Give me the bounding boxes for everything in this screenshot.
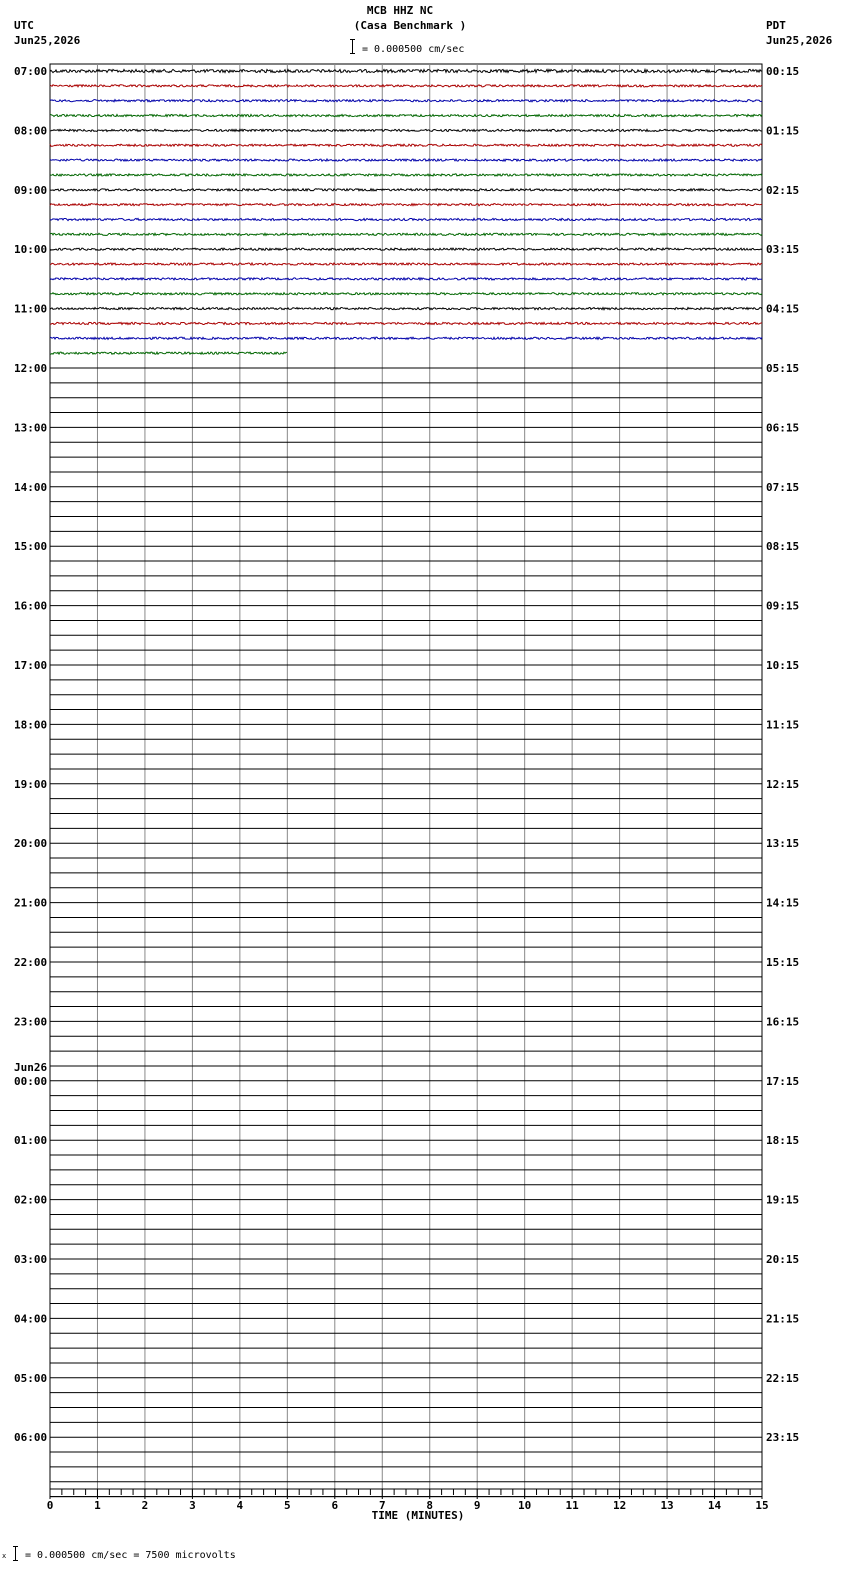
trace-line [50,189,762,191]
utc-hour-label: 01:00 [14,1134,48,1148]
utc-hour-label: 15:00 [14,540,48,554]
utc-hour-label: 19:00 [14,777,48,791]
utc-hour-label: 17:00 [14,659,48,672]
utc-hour-label: 11:00 [14,302,48,316]
trace-line [50,278,762,280]
trace-line [50,159,762,161]
left-date: Jun25,2026 [14,34,81,47]
pdt-hour-label: 09:15 [766,599,800,613]
pdt-hour-label: 18:15 [766,1134,800,1148]
x-tick-label: 9 [473,1499,481,1512]
trace-line [50,248,762,250]
pdt-hour-label: 02:15 [766,183,800,197]
utc-hour-label: 08:00 [14,124,48,138]
pdt-hour-label: 04:15 [766,302,800,316]
pdt-hour-label: 01:15 [766,124,800,138]
pdt-hour-label: 21:15 [766,1312,800,1326]
pdt-hour-label: 06:15 [766,421,800,435]
station-title: MCB HHZ NC [366,4,434,17]
pdt-hour-label: 23:15 [766,1431,800,1445]
trace-line [50,337,762,339]
pdt-hour-label: 08:15 [766,540,800,554]
x-tick-label: 6 [331,1499,339,1512]
x-tick-label: 0 [46,1499,54,1512]
pdt-hour-label: 03:15 [766,243,800,257]
x-tick-label: 2 [141,1499,149,1512]
trace-line [50,144,762,146]
footer-marker: x [2,1552,7,1560]
left-timezone: UTC [14,19,34,32]
utc-hour-label: 02:00 [14,1193,48,1207]
x-tick-label: 5 [284,1499,291,1512]
utc-hour-label: 22:00 [14,956,48,969]
trace-line [50,322,762,324]
utc-hour-label: 10:00 [14,243,48,257]
utc-hour-label: 13:00 [14,421,48,435]
pdt-hour-label: 20:15 [766,1253,800,1266]
pdt-hour-label: 22:15 [766,1371,800,1385]
trace-line [50,218,762,220]
trace-line [50,293,762,295]
scale-label: = 0.000500 cm/sec [362,44,465,55]
x-tick-label: 11 [565,1499,579,1512]
utc-hour-label: 07:00 [14,65,48,78]
pdt-hour-label: 13:15 [766,837,800,851]
x-tick-label: 1 [94,1499,101,1512]
utc-hour-label: 09:00 [14,183,48,197]
trace-line [50,85,762,87]
pdt-hour-label: 15:15 [766,956,800,969]
utc-hour-label: 12:00 [14,362,48,375]
utc-hour-label: 00:00 [14,1074,48,1088]
pdt-hour-label: 17:15 [766,1074,800,1088]
trace-line [50,204,762,206]
x-tick-label: 3 [189,1499,196,1512]
utc-hour-label: 05:00 [14,1371,48,1385]
pdt-hour-label: 11:15 [766,718,800,732]
trace-line [50,100,762,102]
pdt-hour-label: 10:15 [766,659,800,672]
trace-line [50,233,762,235]
utc-hour-label: 20:00 [14,837,48,851]
utc-hour-label: 14:00 [14,480,48,494]
x-tick-label: 15 [755,1499,769,1512]
pdt-hour-label: 00:15 [766,65,800,78]
footer-scale-bar-icon [15,1546,16,1561]
utc-hour-label: 03:00 [14,1253,48,1266]
utc-hour-label: 21:00 [14,896,48,910]
pdt-hour-label: 14:15 [766,896,800,910]
trace-line [50,352,287,354]
x-tick-label: 4 [236,1499,244,1512]
site-name: (Casa Benchmark ) [353,19,467,32]
pdt-hour-label: 07:15 [766,480,800,494]
right-date: Jun25,2026 [766,34,833,47]
utc-hour-label: 18:00 [14,718,48,732]
right-timezone: PDT [766,19,786,32]
trace-line [50,69,762,72]
trace-line [50,114,762,116]
utc-hour-label: 23:00 [14,1015,48,1029]
pdt-hour-label: 05:15 [766,362,800,375]
utc-date-label: Jun26 [14,1060,48,1074]
x-tick-label: 13 [660,1499,674,1512]
footer-scale-label: = 0.000500 cm/sec = 7500 microvolts [25,1550,236,1561]
trace-line [50,129,762,131]
x-tick-label: 8 [426,1499,434,1512]
trace-line [50,174,762,176]
utc-hour-label: 04:00 [14,1312,48,1326]
x-axis-label: TIME (MINUTES) [371,1509,465,1522]
trace-line [50,308,762,310]
trace-line [50,263,762,265]
x-tick-label: 7 [378,1499,386,1512]
x-tick-label: 14 [707,1499,722,1512]
pdt-hour-label: 16:15 [766,1015,800,1029]
utc-hour-label: 06:00 [14,1431,48,1445]
x-tick-label: 10 [518,1499,532,1512]
pdt-hour-label: 12:15 [766,777,800,791]
utc-hour-label: 16:00 [14,599,48,613]
x-tick-label: 12 [612,1499,627,1512]
pdt-hour-label: 19:15 [766,1193,800,1207]
